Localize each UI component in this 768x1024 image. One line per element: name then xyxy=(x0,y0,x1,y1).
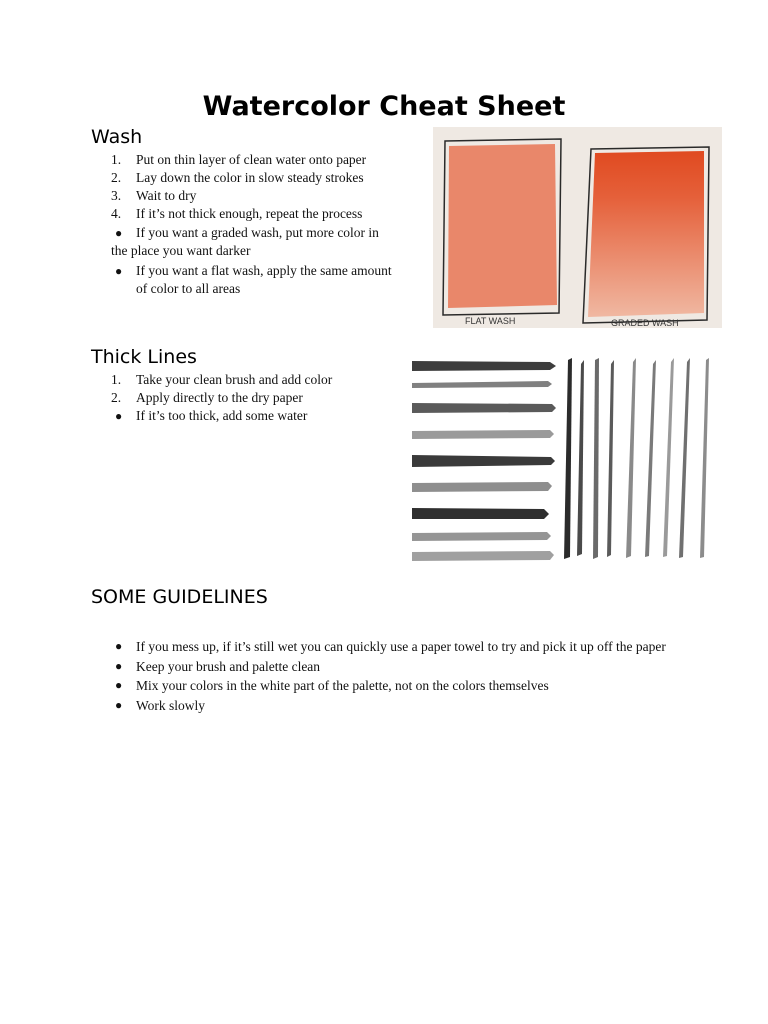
list-item xyxy=(111,151,411,169)
wash-swatches-illustration xyxy=(433,127,722,328)
list-item xyxy=(111,187,411,205)
list-item xyxy=(111,676,671,696)
list-item xyxy=(111,224,411,260)
brush-strokes-illustration xyxy=(410,352,716,566)
thick-lines-list xyxy=(111,371,411,425)
list-item xyxy=(111,205,411,223)
list-item-text: If you mess up, if it’s still wet you can quickly use a paper towel to try and pick it up off the paper xyxy=(136,639,666,654)
list-item xyxy=(111,407,411,425)
bullet-icon: ● xyxy=(115,658,123,673)
flat-wash-swatch xyxy=(448,144,557,308)
bullet-icon: ● xyxy=(115,639,123,653)
list-item xyxy=(111,169,411,187)
list-item xyxy=(111,657,671,677)
list-item-text: Lay down the color in slow steady strokes xyxy=(136,170,364,185)
list-number: 1. xyxy=(111,372,122,387)
bullet-icon: ● xyxy=(115,226,123,240)
wash-examples-image xyxy=(433,127,722,328)
list-item-text: Take your clean brush and add color xyxy=(136,372,333,387)
list-item-text: If you want a flat wash, apply the same amount xyxy=(136,263,392,278)
wash-heading: Wash xyxy=(91,126,143,148)
bullet-icon: ● xyxy=(115,678,123,692)
bullet-icon: ● xyxy=(115,409,123,423)
list-item-text: Work slowly xyxy=(136,697,206,713)
list-item-text: If it’s too thick, add some water xyxy=(136,408,308,423)
flat-wash-label: FLAT WASH xyxy=(465,316,516,326)
list-item-text-hanging: the place you want darker xyxy=(111,243,251,258)
list-item-text: Put on thin layer of clean water onto paper xyxy=(136,152,367,167)
list-number: 3. xyxy=(111,188,122,203)
list-item-text-continued: of color to all areas xyxy=(136,281,241,296)
list-item xyxy=(111,389,411,407)
page-title: Watercolor Cheat Sheet xyxy=(202,91,566,122)
graded-wash-swatch xyxy=(588,151,704,317)
list-number: 2. xyxy=(111,170,122,185)
bullet-icon: ● xyxy=(115,697,123,712)
list-item-text: Mix your colors in the white part of the palette, not on the colors themselves xyxy=(136,678,549,693)
list-item-text: If it’s not thick enough, repeat the process xyxy=(136,206,363,221)
guidelines-heading: SOME GUIDELINES xyxy=(91,586,268,608)
list-number: 4. xyxy=(111,206,122,221)
list-number: 2. xyxy=(111,390,122,405)
list-item xyxy=(111,696,671,716)
list-item-text: If you want a graded wash, put more color in xyxy=(136,225,379,240)
list-item-text: Apply directly to the dry paper xyxy=(136,390,303,405)
wash-list xyxy=(111,151,411,298)
list-item xyxy=(111,262,411,298)
list-item xyxy=(111,637,671,657)
list-item xyxy=(111,371,411,389)
graded-wash-label: GRADED WASH xyxy=(611,318,679,328)
guidelines-list xyxy=(111,637,671,715)
bullet-icon: ● xyxy=(115,264,123,278)
brush-strokes-image xyxy=(410,352,716,566)
list-number: 1. xyxy=(111,152,122,167)
list-item-text: Keep your brush and palette clean xyxy=(136,658,321,674)
thick-lines-heading: Thick Lines xyxy=(91,346,197,368)
list-item-text: Wait to dry xyxy=(136,188,197,203)
